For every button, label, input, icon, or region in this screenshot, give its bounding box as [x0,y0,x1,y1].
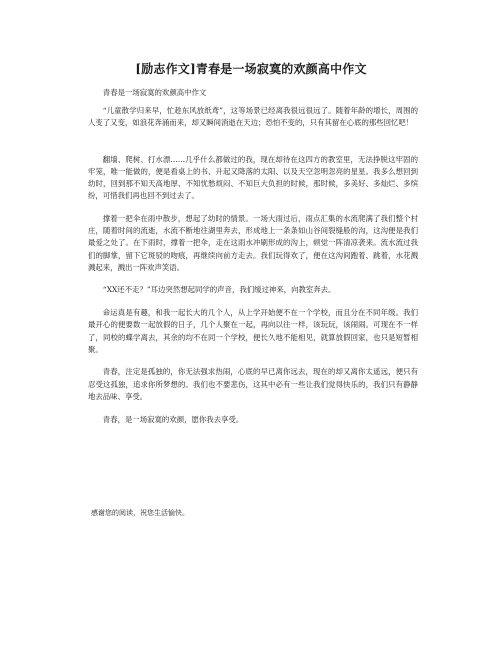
paragraph-3: 撑着一把伞在雨中散步，想起了幼时的情景。一场大雨过后，雨点汇集的水流爬满了我们整个村庄，随着时间的流逝，水流不断地往湖里奔去，形成地上一条条如山谷间裂缝般的沟，这沟便是我们最爱之处了。在下雨时，撑着一把伞，走在这雨水冲刷形成的沟上，顿觉一阵清凉袭来。流水流过我们的脚掌，留下它斑驳的吻痕，再继续向前方走去。我们玩得欢了，便在这沟间跑着、跳着，水花溅溅起来，溅出一阵欢声笑语。 [88,213,418,272]
document-body [88,87,418,436]
paragraph-4: “XX还不走？”耳边突然想起同学的声音，我们缓过神来，向教室奔去。 [102,285,336,295]
closing-note: 感谢您的阅读，祝您生活愉快。 [91,509,189,517]
paragraph-7: 青春，是一场寂寞的欢颜，愿你我去享受。 [102,414,244,424]
paragraph-2: 翻墙、爬树、打水漂……几乎什么都做过的我，现在却待在这四方的教室里，无法挣脱这牢固的牢笼，唯一能做的，便是看桌上的书、升起又降落的太阳、以及天空忽明忽亮的星星。我多么想回到幼时，回到那不知天高地厚、不知忧愁烦闷、不知巨大负担的时候，那时候，多美好、多灿烂、多缤纷，可惜我们再也回不到过去了。 [88,154,418,201]
paragraph-subtitle: 青春是一场寂寞的欢颜高中作文 [102,88,207,97]
paragraph-6: 青春，注定是孤独的，你无法强求热闹，心底的早已离你远去，现在的却又离你太遥远，便只有忍受这孤独，追求你所梦想的。我们也不要悲伤，这其中必有一些让我们觉得快乐的，我们只有静静地去品味、享受。 [88,367,418,401]
paragraph-1: “儿童散学归来早，忙趁东风放纸鸢”，这等场景已经离我很远很远了。随着年龄的增长，周围的人变了又变，如浪花奔涌而来，却又瞬间消逝在天边；恐怕不变的，只有其留在心底的那些回忆吧！ [88,106,418,128]
document-title: [励志作文]青春是一场寂寞的欢颜高中作文 [135,62,367,76]
paragraph-5: 命运真是有趣，和我一起长大的几个人，从上学开始便不在一个学校，而且分在不同年级。我们最开心的便要数一起放假的日子，几个人聚在一起，再向以往一样，该玩玩，该闹闹。可现在不一样了，同校的蝶学离去，其余的均不在同一个学校，便长久地不能相见，就算放假回家，也只是短暂相聚。 [88,308,418,354]
